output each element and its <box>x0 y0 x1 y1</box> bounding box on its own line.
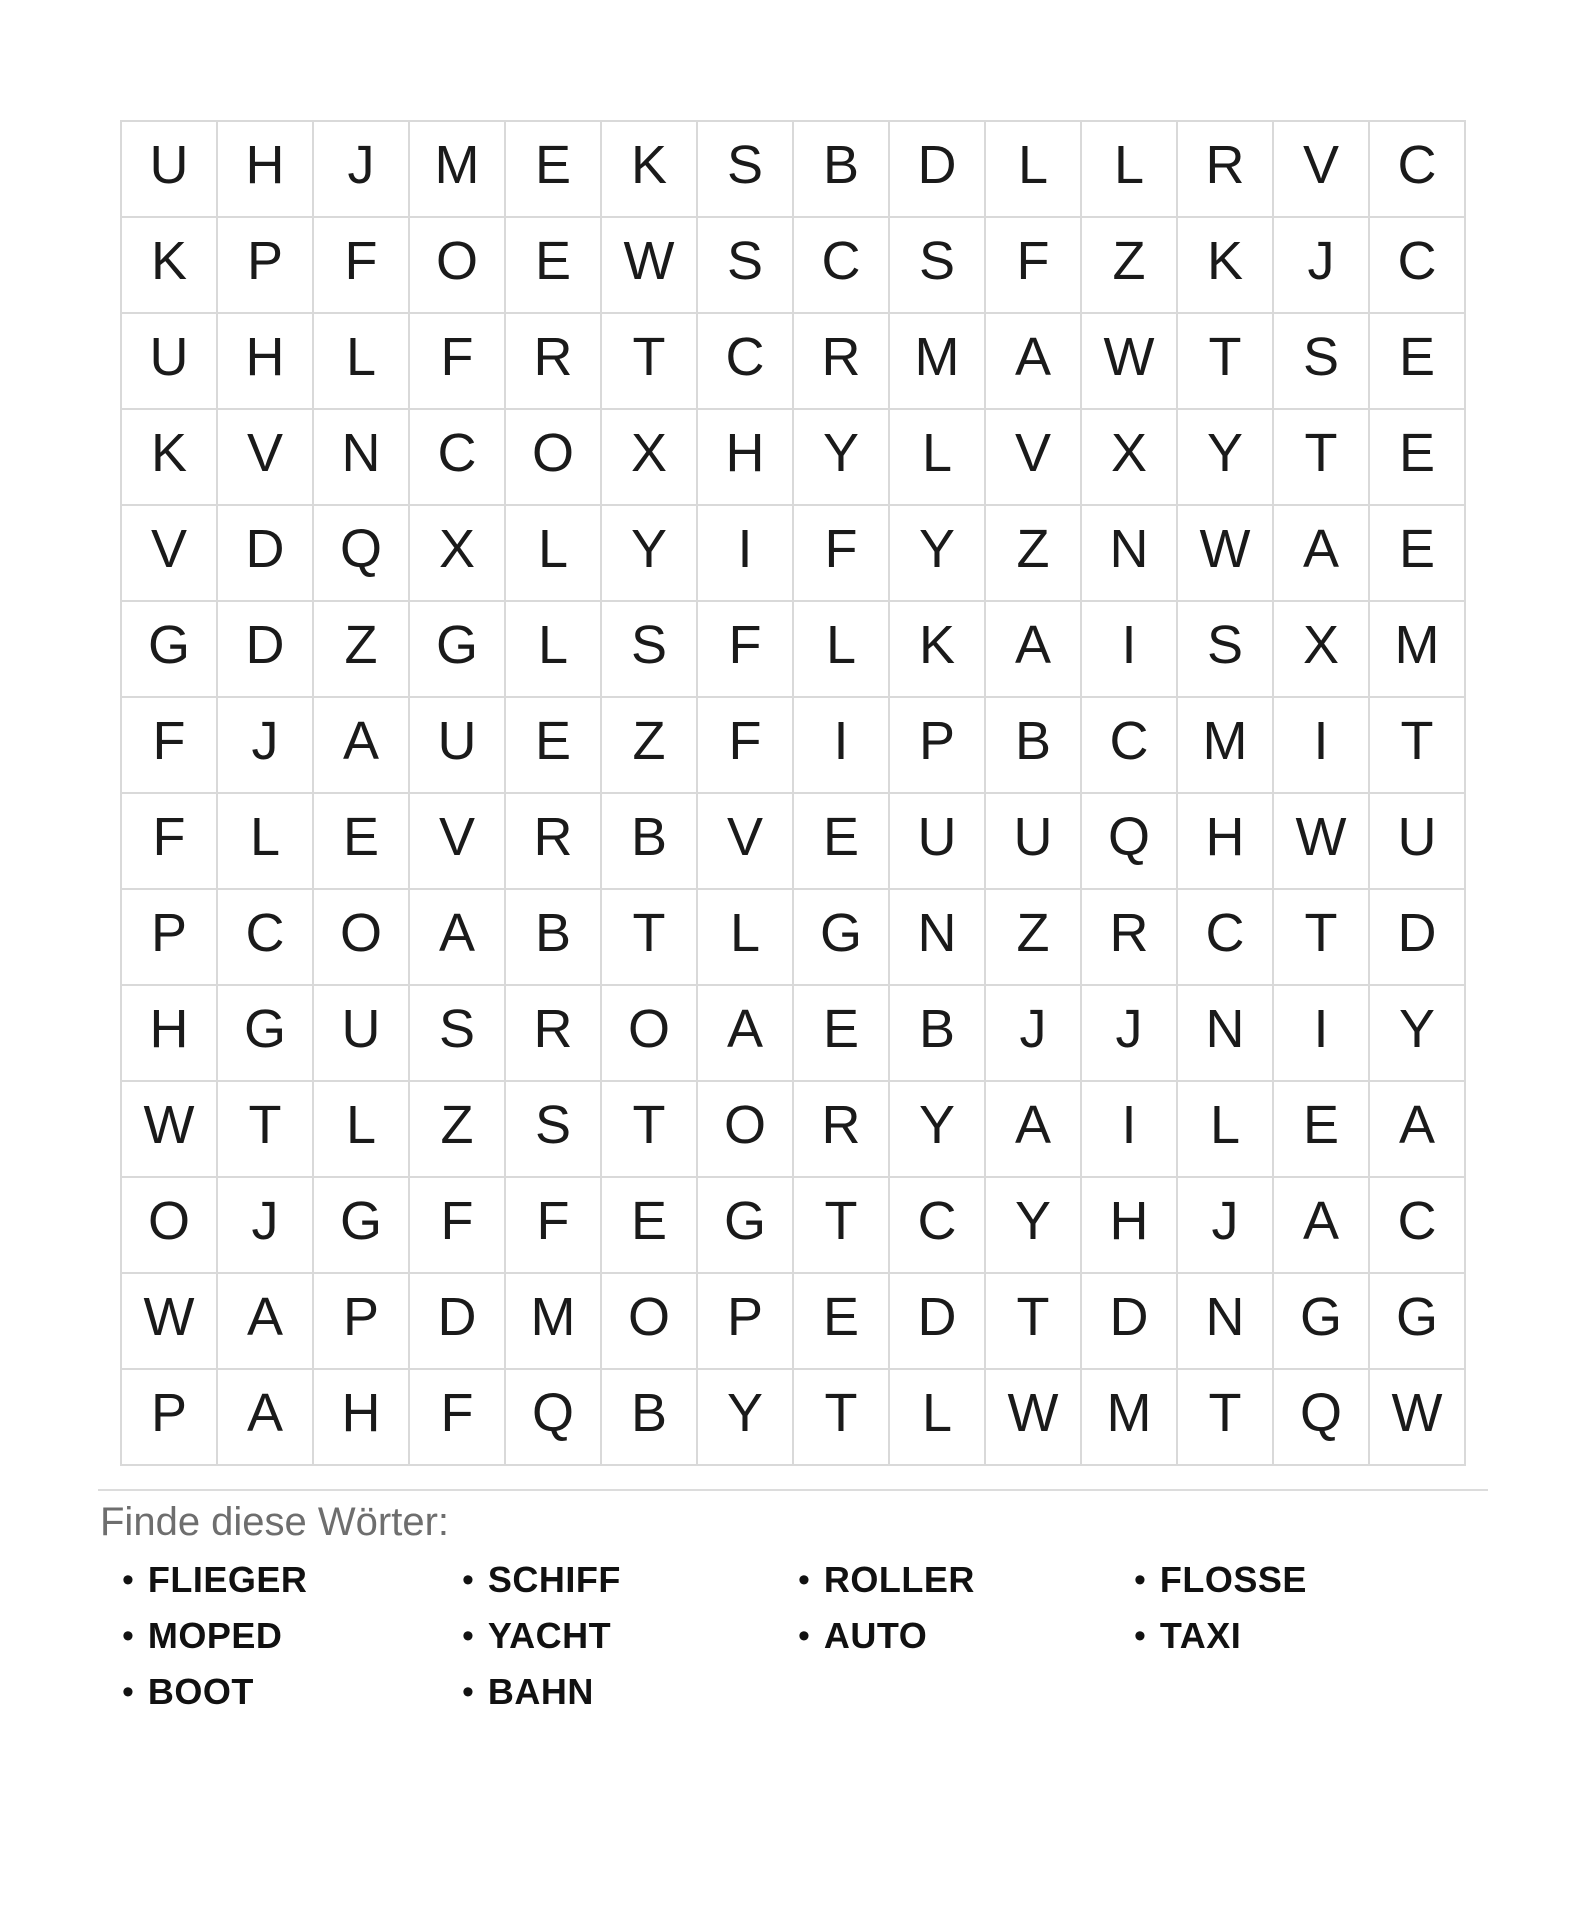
grid-cell-r13c10: T <box>985 1273 1081 1369</box>
grid-cell-r11c5: S <box>505 1081 601 1177</box>
grid-cell-r8c6: B <box>601 793 697 889</box>
grid-cell-r6c7: F <box>697 601 793 697</box>
grid-cell-r2c13: J <box>1273 217 1369 313</box>
word-item-moped <box>122 1608 462 1664</box>
grid-cell-r13c12: N <box>1177 1273 1273 1369</box>
grid-cell-r3c2: H <box>217 313 313 409</box>
grid-cell-r6c5: L <box>505 601 601 697</box>
grid-cell-r11c1: W <box>121 1081 217 1177</box>
grid-cell-r1c1: U <box>121 121 217 217</box>
bullet-icon: • <box>462 1617 474 1655</box>
grid-cell-r4c5: O <box>505 409 601 505</box>
grid-cell-r2c12: K <box>1177 217 1273 313</box>
grid-cell-r12c8: T <box>793 1177 889 1273</box>
grid-cell-r14c8: T <box>793 1369 889 1465</box>
grid-cell-r8c13: W <box>1273 793 1369 889</box>
grid-cell-r2c4: O <box>409 217 505 313</box>
grid-cell-r3c3: L <box>313 313 409 409</box>
grid-cell-r8c5: R <box>505 793 601 889</box>
grid-cell-r11c6: T <box>601 1081 697 1177</box>
grid-cell-r4c7: H <box>697 409 793 505</box>
grid-cell-r2c10: F <box>985 217 1081 313</box>
word-item-boot <box>122 1664 462 1720</box>
grid-cell-r6c11: I <box>1081 601 1177 697</box>
grid-cell-r9c6: T <box>601 889 697 985</box>
grid-cell-r8c2: L <box>217 793 313 889</box>
word-label: BAHN <box>487 1671 594 1712</box>
word-item-auto <box>798 1608 1134 1664</box>
word-item-flieger <box>122 1552 462 1608</box>
grid-cell-r5c10: Z <box>985 505 1081 601</box>
grid-cell-r4c1: K <box>121 409 217 505</box>
grid-cell-r6c6: S <box>601 601 697 697</box>
grid-cell-r10c5: R <box>505 985 601 1081</box>
grid-cell-r14c3: H <box>313 1369 409 1465</box>
grid-cell-r3c4: F <box>409 313 505 409</box>
grid-cell-r5c12: W <box>1177 505 1273 601</box>
grid-cell-r12c5: F <box>505 1177 601 1273</box>
grid-cell-r2c14: C <box>1369 217 1465 313</box>
grid-cell-r2c7: S <box>697 217 793 313</box>
grid-cell-r5c11: N <box>1081 505 1177 601</box>
grid-cell-r5c9: Y <box>889 505 985 601</box>
word-list-column-1 <box>122 1552 462 1720</box>
grid-cell-r10c12: N <box>1177 985 1273 1081</box>
grid-cell-r10c3: U <box>313 985 409 1081</box>
grid-cell-r12c1: O <box>121 1177 217 1273</box>
grid-cell-r4c8: Y <box>793 409 889 505</box>
grid-cell-r5c1: V <box>121 505 217 601</box>
grid-cell-r3c8: R <box>793 313 889 409</box>
grid-cell-r6c4: G <box>409 601 505 697</box>
grid-cell-r10c1: H <box>121 985 217 1081</box>
grid-cell-r7c5: E <box>505 697 601 793</box>
grid-cell-r9c8: G <box>793 889 889 985</box>
grid-cell-r2c8: C <box>793 217 889 313</box>
grid-cell-r1c11: L <box>1081 121 1177 217</box>
word-label: AUTO <box>823 1615 928 1656</box>
grid-cell-r13c9: D <box>889 1273 985 1369</box>
grid-cell-r14c1: P <box>121 1369 217 1465</box>
grid-cell-r4c3: N <box>313 409 409 505</box>
grid-cell-r5c8: F <box>793 505 889 601</box>
grid-cell-r9c7: L <box>697 889 793 985</box>
grid-cell-r8c4: V <box>409 793 505 889</box>
grid-cell-r14c4: F <box>409 1369 505 1465</box>
grid-cell-r5c14: E <box>1369 505 1465 601</box>
grid-cell-r1c7: S <box>697 121 793 217</box>
grid-cell-r1c12: R <box>1177 121 1273 217</box>
word-list-column-4 <box>1134 1552 1470 1664</box>
grid-cell-r14c10: W <box>985 1369 1081 1465</box>
grid-cell-r13c13: G <box>1273 1273 1369 1369</box>
bullet-icon: • <box>798 1561 810 1599</box>
grid-cell-r4c4: C <box>409 409 505 505</box>
letter-grid <box>120 120 1466 1466</box>
grid-cell-r11c11: I <box>1081 1081 1177 1177</box>
grid-cell-r12c6: E <box>601 1177 697 1273</box>
grid-cell-r11c7: O <box>697 1081 793 1177</box>
section-divider <box>98 1489 1488 1491</box>
grid-cell-r3c13: S <box>1273 313 1369 409</box>
grid-cell-r3c14: E <box>1369 313 1465 409</box>
grid-cell-r1c13: V <box>1273 121 1369 217</box>
grid-cell-r7c11: C <box>1081 697 1177 793</box>
grid-cell-r3c9: M <box>889 313 985 409</box>
grid-cell-r11c3: L <box>313 1081 409 1177</box>
grid-cell-r4c13: T <box>1273 409 1369 505</box>
grid-cell-r9c4: A <box>409 889 505 985</box>
grid-cell-r8c8: E <box>793 793 889 889</box>
grid-cell-r5c7: I <box>697 505 793 601</box>
bullet-icon: • <box>462 1561 474 1599</box>
grid-cell-r12c3: G <box>313 1177 409 1273</box>
grid-cell-r11c14: A <box>1369 1081 1465 1177</box>
word-item-flosse <box>1134 1552 1470 1608</box>
word-label: TAXI <box>1159 1615 1242 1656</box>
grid-cell-r10c4: S <box>409 985 505 1081</box>
word-label: SCHIFF <box>487 1559 621 1600</box>
grid-cell-r4c11: X <box>1081 409 1177 505</box>
word-label: ROLLER <box>823 1559 975 1600</box>
grid-cell-r7c6: Z <box>601 697 697 793</box>
grid-cell-r11c10: A <box>985 1081 1081 1177</box>
word-list <box>122 1552 1486 1720</box>
grid-cell-r7c8: I <box>793 697 889 793</box>
grid-cell-r9c2: C <box>217 889 313 985</box>
grid-cell-r7c3: A <box>313 697 409 793</box>
grid-cell-r2c5: E <box>505 217 601 313</box>
word-item-yacht <box>462 1608 798 1664</box>
grid-cell-r10c13: I <box>1273 985 1369 1081</box>
grid-cell-r9c12: C <box>1177 889 1273 985</box>
grid-cell-r9c11: R <box>1081 889 1177 985</box>
grid-cell-r8c12: H <box>1177 793 1273 889</box>
grid-cell-r14c6: B <box>601 1369 697 1465</box>
grid-cell-r3c1: U <box>121 313 217 409</box>
grid-cell-r1c3: J <box>313 121 409 217</box>
grid-cell-r1c9: D <box>889 121 985 217</box>
grid-cell-r5c4: X <box>409 505 505 601</box>
grid-cell-r11c9: Y <box>889 1081 985 1177</box>
grid-cell-r7c13: I <box>1273 697 1369 793</box>
grid-cell-r1c14: C <box>1369 121 1465 217</box>
grid-cell-r2c2: P <box>217 217 313 313</box>
grid-cell-r9c10: Z <box>985 889 1081 985</box>
grid-cell-r6c1: G <box>121 601 217 697</box>
grid-cell-r12c10: Y <box>985 1177 1081 1273</box>
grid-cell-r9c1: P <box>121 889 217 985</box>
grid-cell-r4c2: V <box>217 409 313 505</box>
grid-cell-r13c8: E <box>793 1273 889 1369</box>
grid-cell-r14c14: W <box>1369 1369 1465 1465</box>
grid-cell-r3c12: T <box>1177 313 1273 409</box>
grid-cell-r8c9: U <box>889 793 985 889</box>
grid-cell-r9c9: N <box>889 889 985 985</box>
grid-cell-r4c10: V <box>985 409 1081 505</box>
grid-cell-r3c6: T <box>601 313 697 409</box>
grid-cell-r14c2: A <box>217 1369 313 1465</box>
grid-cell-r14c11: M <box>1081 1369 1177 1465</box>
grid-cell-r11c4: Z <box>409 1081 505 1177</box>
grid-cell-r12c9: C <box>889 1177 985 1273</box>
bullet-icon: • <box>462 1673 474 1711</box>
grid-cell-r7c10: B <box>985 697 1081 793</box>
grid-cell-r6c2: D <box>217 601 313 697</box>
grid-cell-r3c11: W <box>1081 313 1177 409</box>
grid-cell-r3c5: R <box>505 313 601 409</box>
grid-cell-r6c14: M <box>1369 601 1465 697</box>
grid-cell-r5c2: D <box>217 505 313 601</box>
grid-cell-r8c10: U <box>985 793 1081 889</box>
grid-cell-r8c11: Q <box>1081 793 1177 889</box>
word-item-bahn <box>462 1664 798 1720</box>
grid-cell-r8c14: U <box>1369 793 1465 889</box>
grid-cell-r1c8: B <box>793 121 889 217</box>
grid-cell-r6c9: K <box>889 601 985 697</box>
grid-cell-r8c1: F <box>121 793 217 889</box>
grid-cell-r2c6: W <box>601 217 697 313</box>
grid-cell-r4c14: E <box>1369 409 1465 505</box>
grid-cell-r1c6: K <box>601 121 697 217</box>
grid-cell-r13c7: P <box>697 1273 793 1369</box>
grid-cell-r6c8: L <box>793 601 889 697</box>
grid-cell-r14c12: T <box>1177 1369 1273 1465</box>
grid-cell-r12c14: C <box>1369 1177 1465 1273</box>
grid-cell-r5c3: Q <box>313 505 409 601</box>
word-item-schiff <box>462 1552 798 1608</box>
word-list-column-3 <box>798 1552 1134 1664</box>
grid-cell-r1c2: H <box>217 121 313 217</box>
grid-cell-r7c14: T <box>1369 697 1465 793</box>
grid-cell-r14c9: L <box>889 1369 985 1465</box>
grid-cell-r7c4: U <box>409 697 505 793</box>
bullet-icon: • <box>1134 1561 1146 1599</box>
grid-cell-r2c9: S <box>889 217 985 313</box>
bullet-icon: • <box>122 1673 134 1711</box>
grid-cell-r9c3: O <box>313 889 409 985</box>
grid-cell-r4c6: X <box>601 409 697 505</box>
grid-cell-r14c5: Q <box>505 1369 601 1465</box>
grid-cell-r10c9: B <box>889 985 985 1081</box>
grid-cell-r13c3: P <box>313 1273 409 1369</box>
grid-cell-r6c3: Z <box>313 601 409 697</box>
grid-cell-r11c2: T <box>217 1081 313 1177</box>
word-item-roller <box>798 1552 1134 1608</box>
grid-cell-r12c4: F <box>409 1177 505 1273</box>
grid-cell-r8c3: E <box>313 793 409 889</box>
grid-cell-r5c13: A <box>1273 505 1369 601</box>
grid-cell-r9c13: T <box>1273 889 1369 985</box>
grid-cell-r9c14: D <box>1369 889 1465 985</box>
grid-cell-r13c5: M <box>505 1273 601 1369</box>
grid-cell-r2c11: Z <box>1081 217 1177 313</box>
word-label: FLOSSE <box>1159 1559 1307 1600</box>
word-list-column-2 <box>462 1552 798 1720</box>
grid-cell-r8c7: V <box>697 793 793 889</box>
grid-cell-r11c12: L <box>1177 1081 1273 1177</box>
word-list-heading: Finde diese Wörter: <box>100 1500 450 1544</box>
grid-cell-r13c1: W <box>121 1273 217 1369</box>
grid-cell-r13c11: D <box>1081 1273 1177 1369</box>
grid-cell-r1c4: M <box>409 121 505 217</box>
grid-cell-r10c11: J <box>1081 985 1177 1081</box>
grid-cell-r7c12: M <box>1177 697 1273 793</box>
word-item-taxi <box>1134 1608 1470 1664</box>
grid-cell-r10c14: Y <box>1369 985 1465 1081</box>
grid-cell-r4c9: L <box>889 409 985 505</box>
word-label: MOPED <box>147 1615 283 1656</box>
grid-cell-r6c10: A <box>985 601 1081 697</box>
grid-cell-r6c13: X <box>1273 601 1369 697</box>
grid-cell-r1c5: E <box>505 121 601 217</box>
grid-cell-r13c6: O <box>601 1273 697 1369</box>
grid-cell-r12c13: A <box>1273 1177 1369 1273</box>
grid-cell-r5c6: Y <box>601 505 697 601</box>
grid-cell-r2c1: K <box>121 217 217 313</box>
grid-cell-r7c2: J <box>217 697 313 793</box>
bullet-icon: • <box>122 1561 134 1599</box>
grid-cell-r11c13: E <box>1273 1081 1369 1177</box>
grid-cell-r7c9: P <box>889 697 985 793</box>
grid-cell-r14c7: Y <box>697 1369 793 1465</box>
grid-cell-r13c4: D <box>409 1273 505 1369</box>
grid-cell-r10c7: A <box>697 985 793 1081</box>
grid-cell-r12c7: G <box>697 1177 793 1273</box>
grid-cell-r3c7: C <box>697 313 793 409</box>
grid-cell-r12c11: H <box>1081 1177 1177 1273</box>
grid-cell-r6c12: S <box>1177 601 1273 697</box>
grid-cell-r9c5: B <box>505 889 601 985</box>
grid-cell-r11c8: R <box>793 1081 889 1177</box>
grid-cell-r7c7: F <box>697 697 793 793</box>
grid-cell-r13c14: G <box>1369 1273 1465 1369</box>
word-label: BOOT <box>147 1671 254 1712</box>
grid-cell-r1c10: L <box>985 121 1081 217</box>
grid-cell-r10c2: G <box>217 985 313 1081</box>
grid-cell-r10c8: E <box>793 985 889 1081</box>
grid-cell-r12c12: J <box>1177 1177 1273 1273</box>
grid-cell-r2c3: F <box>313 217 409 313</box>
grid-cell-r10c6: O <box>601 985 697 1081</box>
word-label: YACHT <box>487 1615 612 1656</box>
grid-cell-r13c2: A <box>217 1273 313 1369</box>
bullet-icon: • <box>798 1617 810 1655</box>
grid-cell-r10c10: J <box>985 985 1081 1081</box>
grid-cell-r5c5: L <box>505 505 601 601</box>
grid-cell-r7c1: F <box>121 697 217 793</box>
grid-cell-r12c2: J <box>217 1177 313 1273</box>
grid-cell-r4c12: Y <box>1177 409 1273 505</box>
grid-cell-r3c10: A <box>985 313 1081 409</box>
grid-cell-r14c13: Q <box>1273 1369 1369 1465</box>
bullet-icon: • <box>1134 1617 1146 1655</box>
word-label: FLIEGER <box>147 1559 308 1600</box>
bullet-icon: • <box>122 1617 134 1655</box>
